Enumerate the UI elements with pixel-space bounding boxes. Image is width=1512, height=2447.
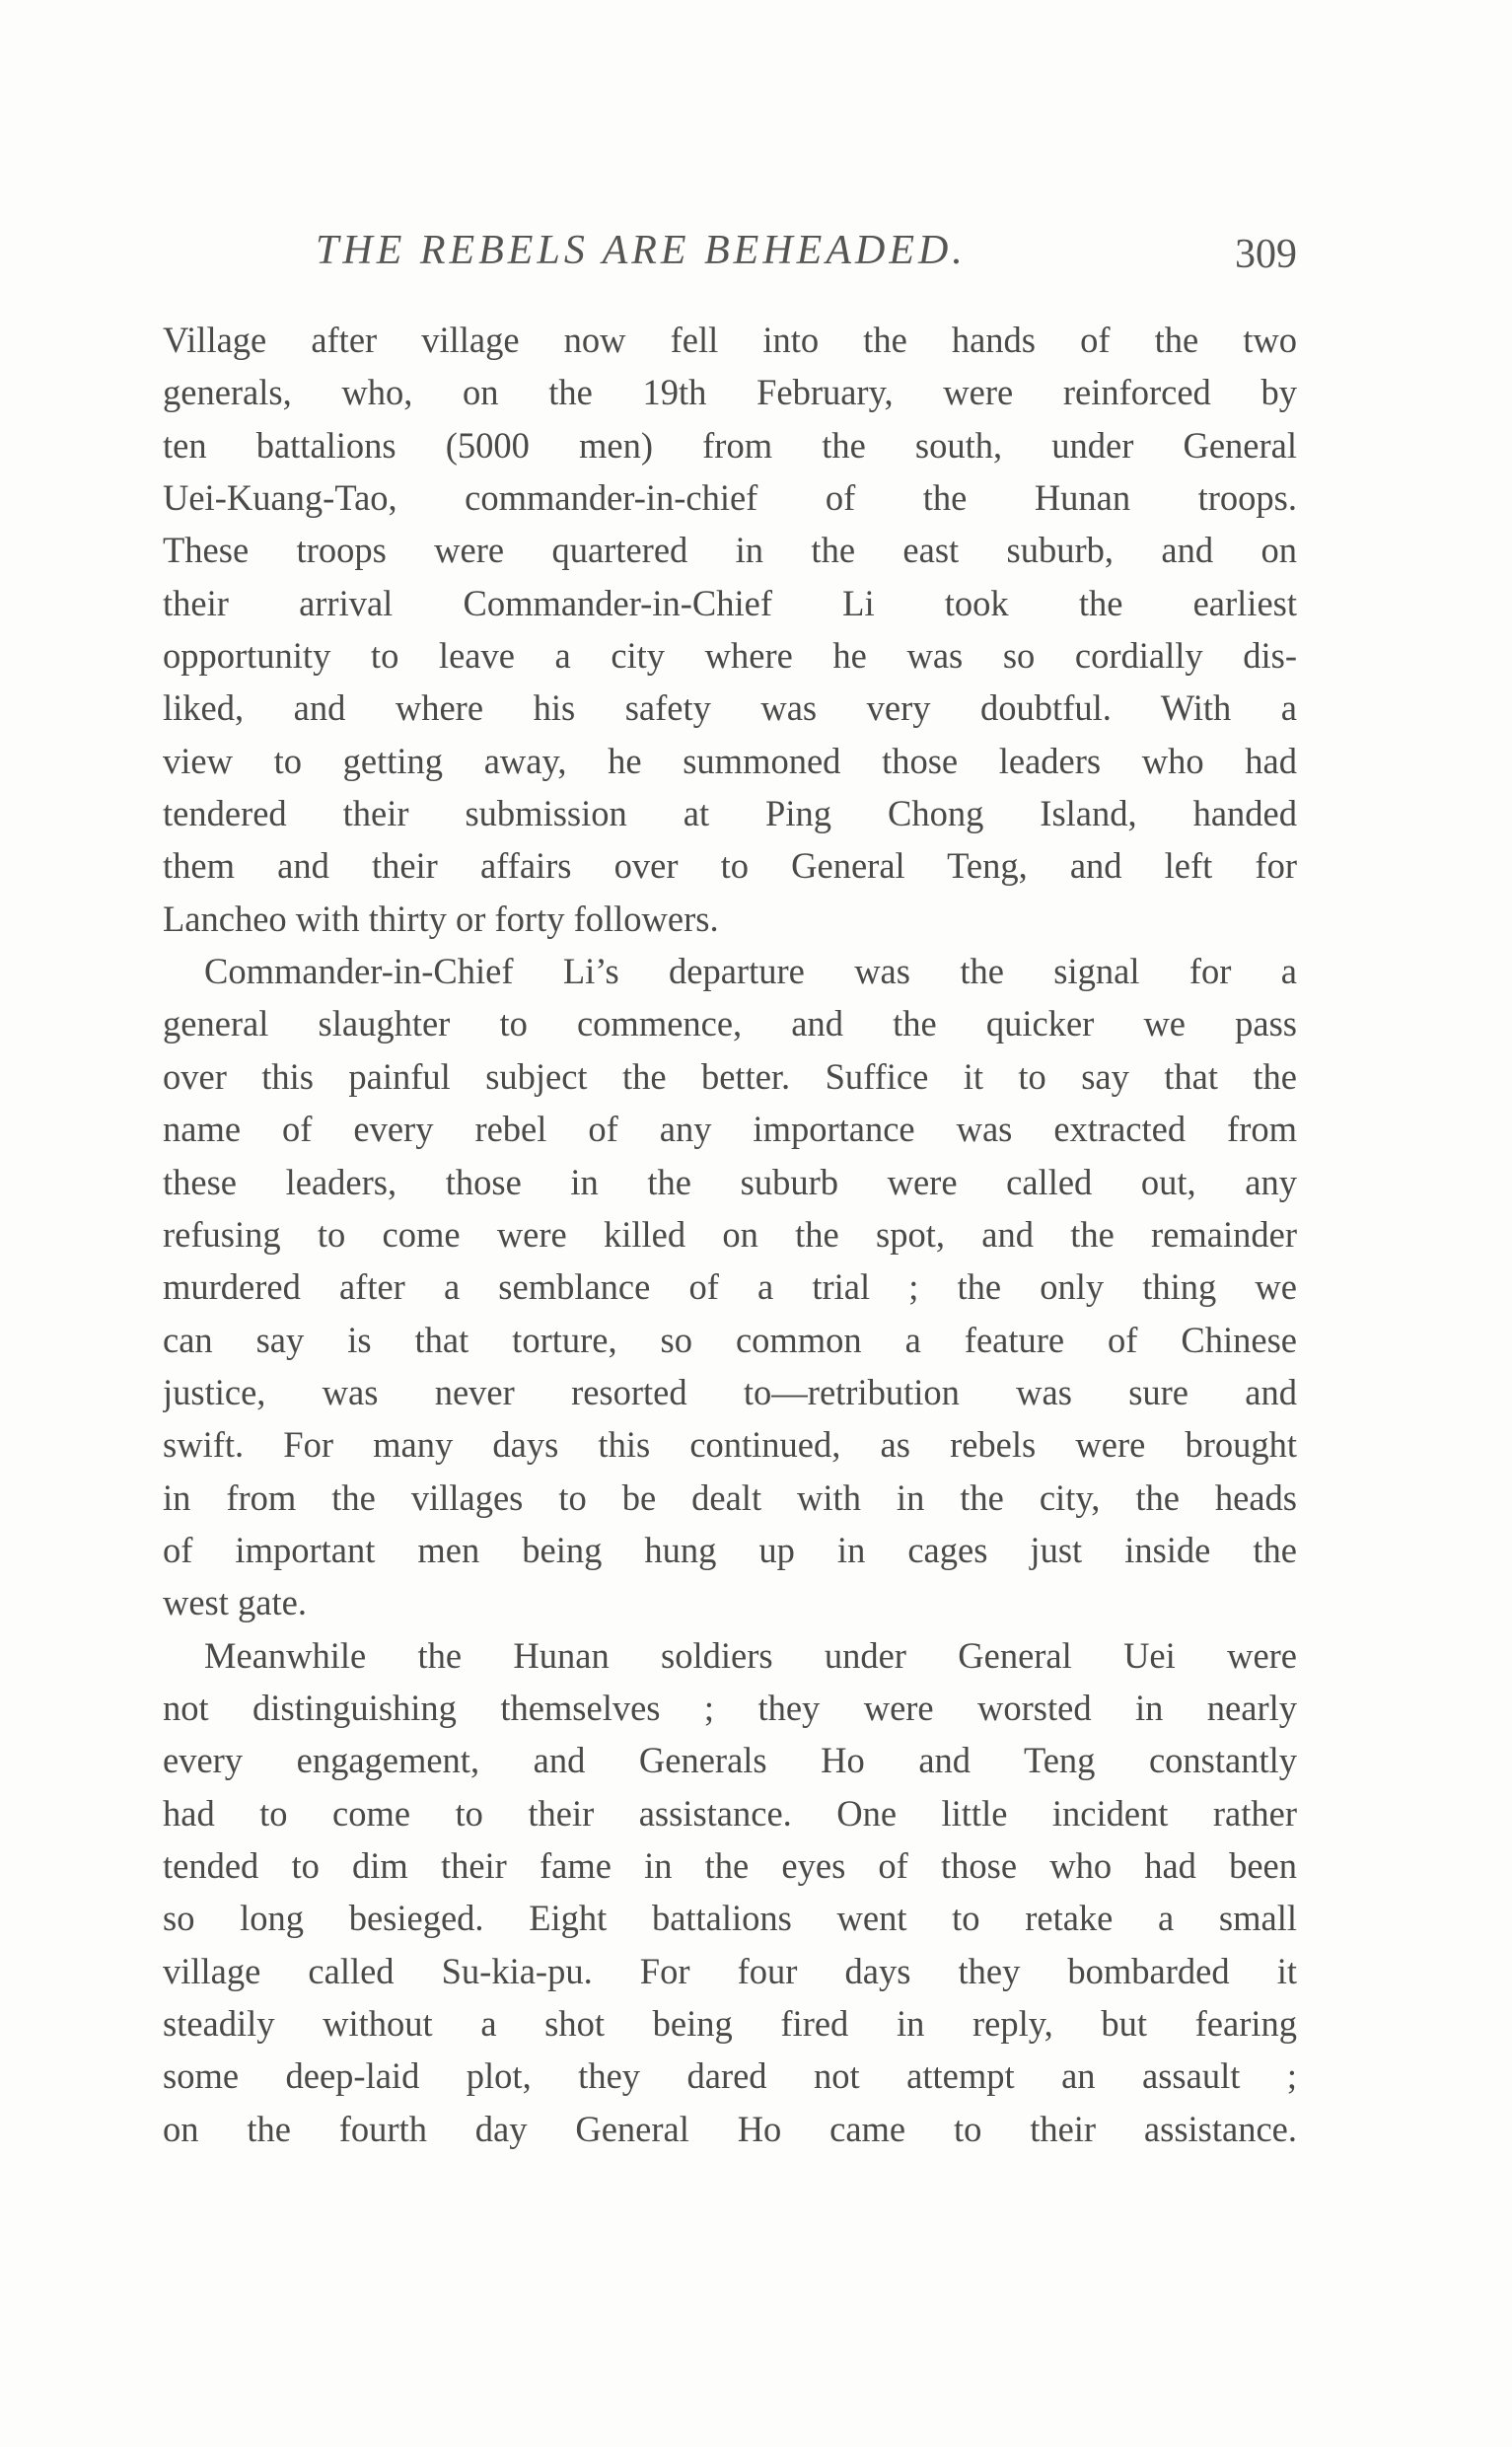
running-head [163,227,1297,286]
text-line: Commander-in-Chief Li’s departure was the signal for a [204,951,1297,992]
text-line: not distinguishing themselves ; they were worsted in nearly [163,1687,1297,1728]
text-line: liked, and where his safety was very doubtful. With a [163,687,1297,729]
text-line: these leaders, those in the suburb were called out, any [163,1161,1297,1202]
text-line: justice, was never resorted to—retribution was sure and [163,1371,1297,1412]
text-line: general slaughter to commence, and the quicker we pass [163,1003,1297,1044]
text-line: on the fourth day General Ho came to their assistance. [163,2108,1297,2149]
text-line: some deep-laid plot, they dared not attempt an assault ; [163,2055,1297,2097]
text-line: Lancheo with thirty or forty followers. [163,898,719,939]
text-line: tendered their submission at Ping Chong Island, handed [163,793,1297,834]
paragraph-1 [163,314,1297,945]
text-line: Uei-Kuang-Tao, commander-in-chief of the Hunan troops. [163,477,1297,519]
text-line: Village after village now fell into the hands of the two [163,320,1297,360]
text-line: can say is that torture, so common a feature of Chinese [163,1319,1297,1360]
text-line: every engagement, and Generals Ho and Teng constantly [163,1740,1297,1781]
body-text [163,314,1297,2155]
text-line: name of every rebel of any importance was extracted from [163,1109,1297,1150]
text-line: opportunity to leave a city where he was so cordially dis- [163,635,1297,677]
text-line: steadily without a shot being fired in reply, but fearing [163,2003,1297,2044]
text-line: murdered after a semblance of a trial ; the only thing we [163,1266,1297,1308]
text-line: in from the villages to be dealt with in the city, the heads [163,1476,1297,1518]
text-line: over this painful subject the better. Suffice it to say that the [163,1055,1297,1097]
text-line: Meanwhile the Hunan soldiers under General Uei were [204,1634,1297,1676]
text-line: These troops were quartered in the east suburb, and on [163,530,1297,571]
running-title: THE REBELS ARE BEHEADED. [316,228,967,273]
text-line: view to getting away, he summoned those leaders who had [163,740,1297,781]
paragraph-2 [163,945,1297,1628]
text-line: so long besieged. Eight battalions went to retake a small [163,1898,1297,1939]
text-line: refusing to come were killed on the spot, and the remainder [163,1213,1297,1255]
paragraph-3 [163,1629,1297,2155]
text-line: tended to dim their fame in the eyes of those who had been [163,1844,1297,1886]
text-line: their arrival Commander-in-Chief Li took the earliest [163,582,1297,623]
text-line: generals, who, on the 19th February, were reinforced by [163,372,1297,413]
text-line: had to come to their assistance. One little incident rather [163,1792,1297,1834]
text-line: swift. For many days this continued, as rebels were brought [163,1424,1297,1466]
text-line: village called Su-kia-pu. For four days they bombarded it [163,1950,1297,1991]
text-line: west gate. [163,1582,307,1623]
text-line: them and their affairs over to General Teng, and left for [163,845,1297,887]
page-number: 309 [1235,232,1297,277]
text-line: of important men being hung up in cages just inside the [163,1529,1297,1570]
text-line: ten battalions (5000 men) from the south, under General [163,424,1297,466]
